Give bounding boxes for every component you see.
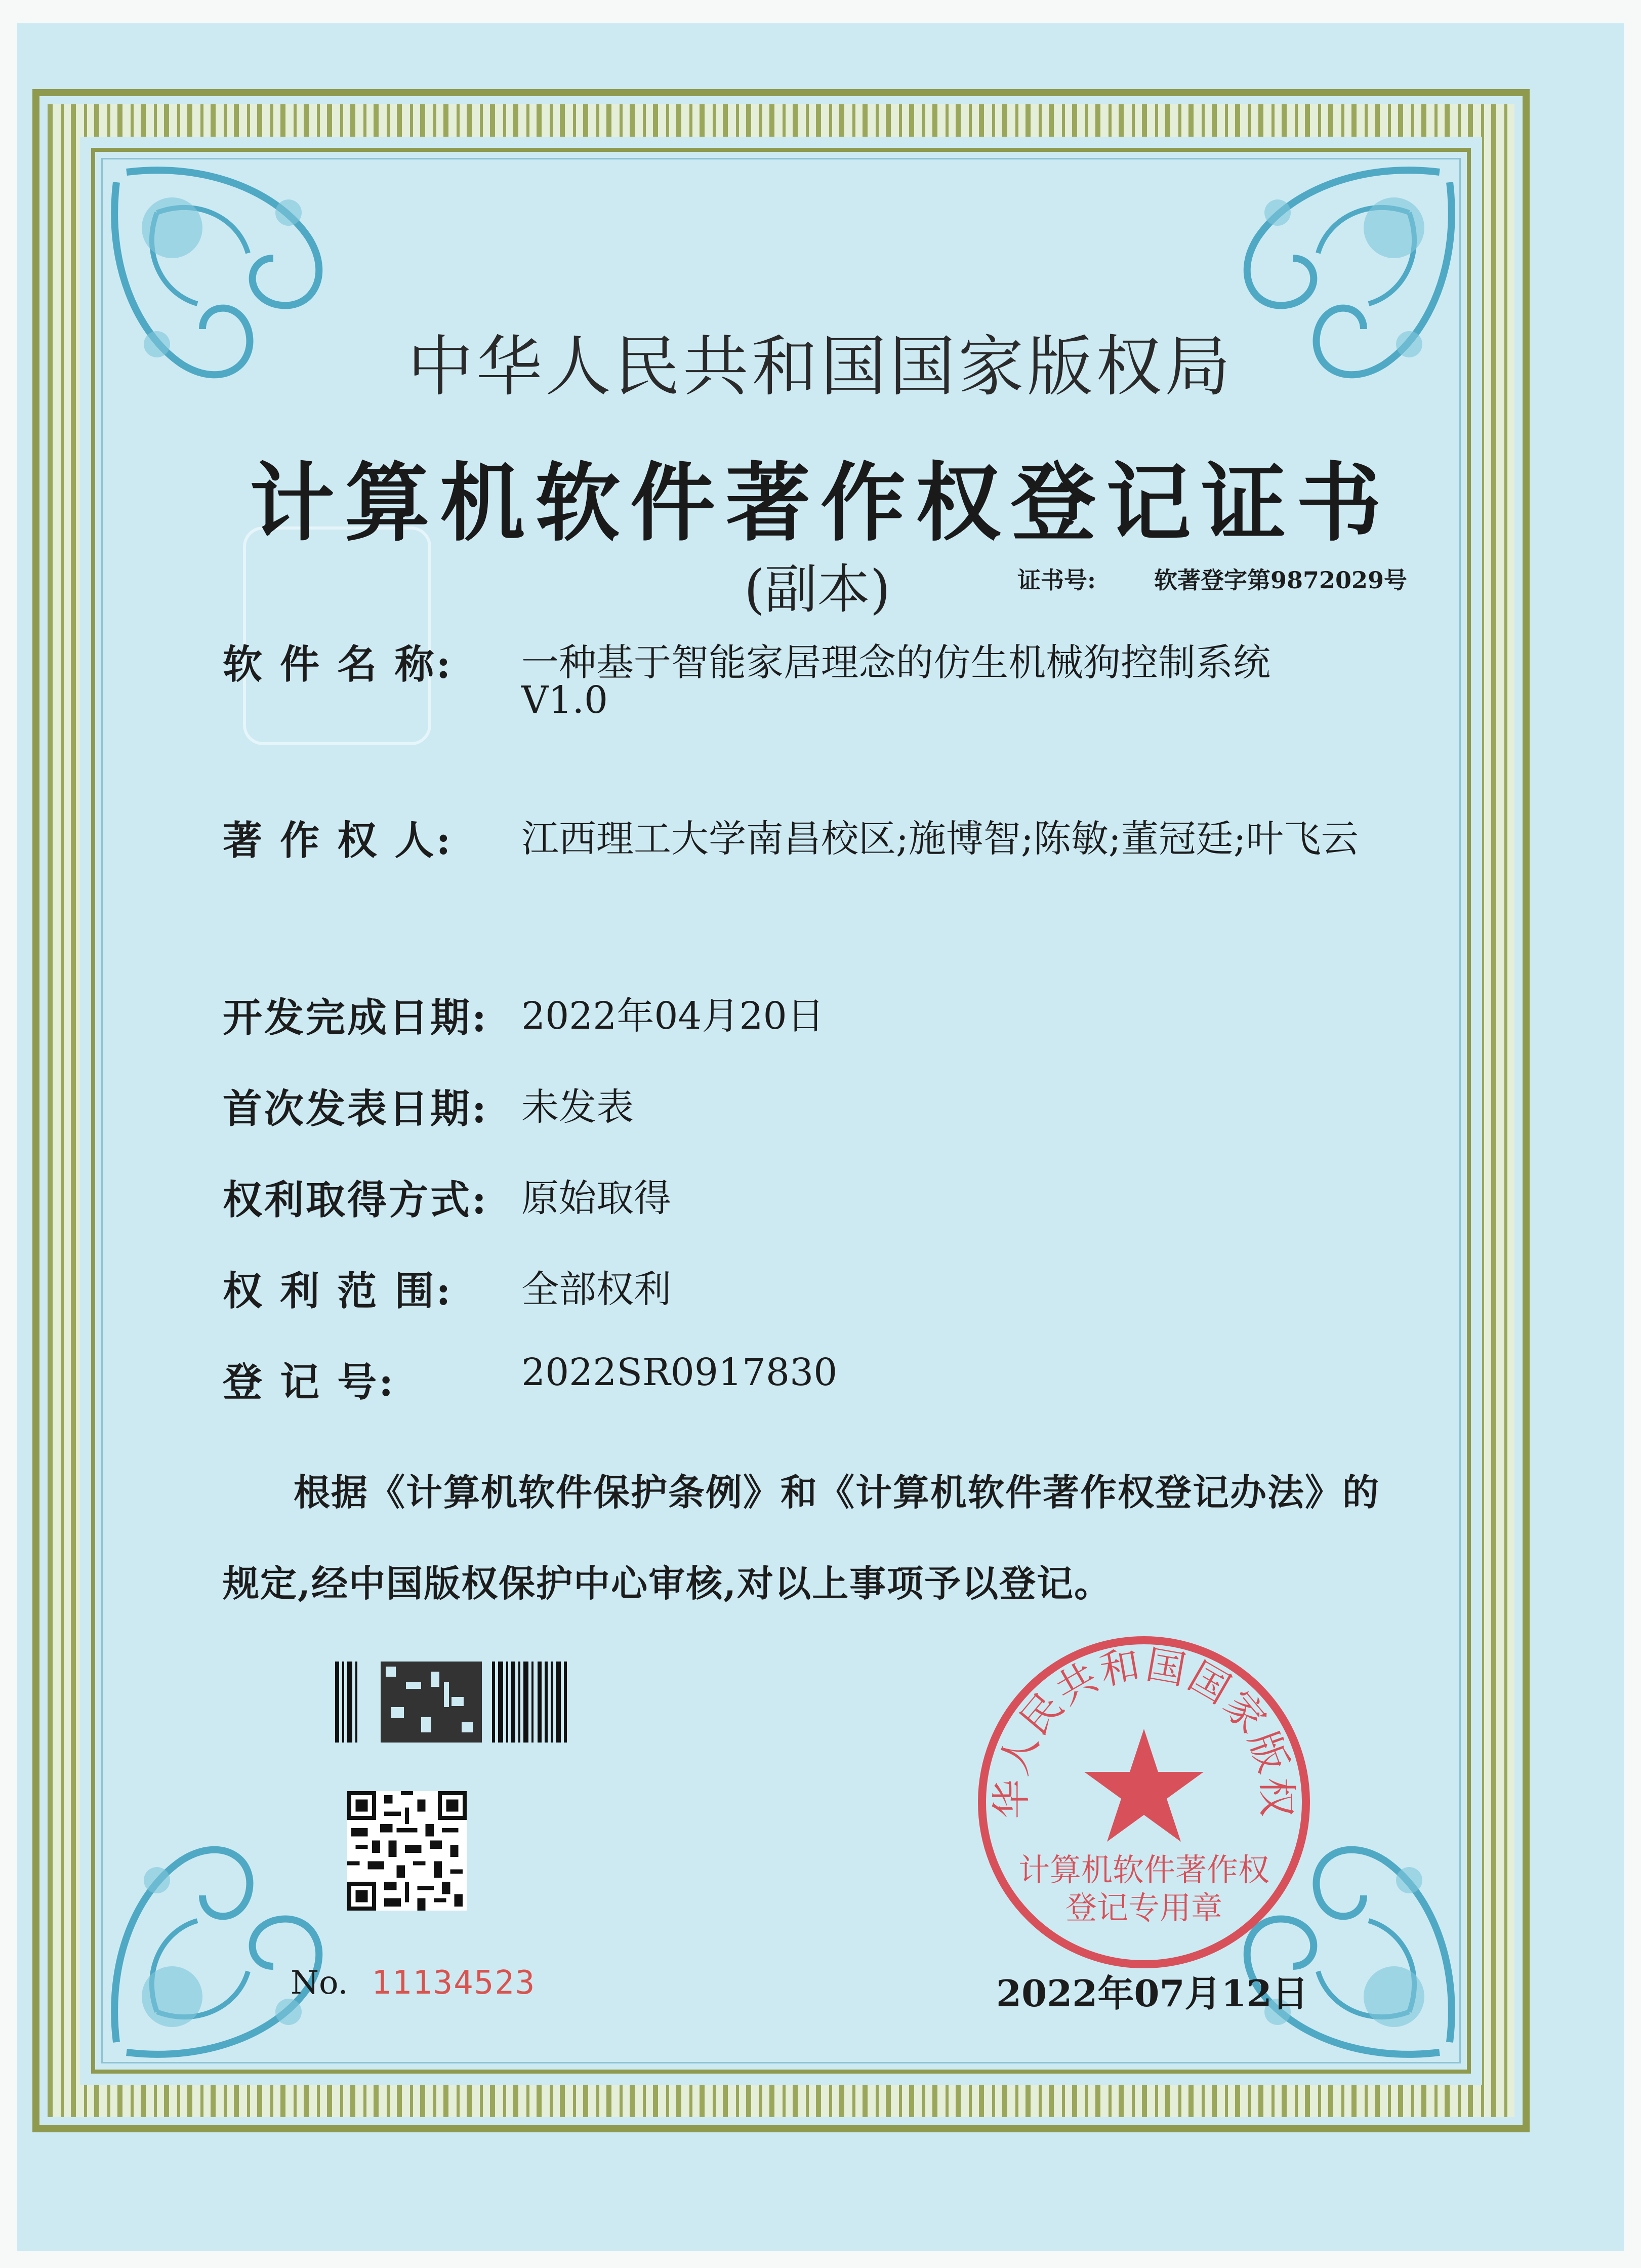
cert-number: 软著登字第9872029号 (1154, 566, 1408, 594)
copy-label: (副本) (744, 558, 891, 620)
serial-number: 11134523 (372, 1964, 536, 2002)
scope-label: 权 利 范 围: (223, 1268, 453, 1314)
official-seal (967, 1625, 1321, 1979)
software-version: V1.0 (521, 678, 608, 722)
acquire-label: 权利取得方式: (223, 1177, 488, 1223)
cert-number-label: 证书号: (1017, 566, 1096, 594)
issue-date: 2022年07月12日 (996, 1972, 1308, 2015)
software-name-label: 软 件 名 称: (223, 641, 453, 687)
corner-ornament-top-right (1146, 152, 1470, 456)
certificate-title: 计算机软件著作权登记证书 (250, 453, 1391, 553)
first-pub-label: 首次发表日期: (223, 1086, 488, 1132)
software-name: 一种基于智能家居理念的仿生机械狗控制系统 (521, 641, 1270, 684)
serial-number-label: No. (291, 1964, 348, 2002)
qr-code (347, 1791, 467, 1911)
reg-number-label: 登 记 号: (223, 1359, 396, 1405)
barcode (335, 1662, 568, 1743)
seal-line-1: 计算机软件著作权 (1018, 1851, 1270, 1888)
dev-date-value: 2022年04月20日 (521, 994, 825, 1038)
issuing-authority: 中华人民共和国国家版权局 (407, 328, 1234, 405)
seal-ring-text: 华人民共和国国家版权 (989, 1642, 1299, 1819)
acquire-value: 原始取得 (521, 1177, 671, 1220)
seal-line-2: 登记专用章 (1065, 1889, 1223, 1926)
legal-basis-line-2: 规定,经中国版权保护中心审核,对以上事项予以登记。 (223, 1562, 1112, 1605)
scope-value: 全部权利 (521, 1268, 671, 1311)
owner-value: 江西理工大学南昌校区;施博智;陈敏;董冠廷;叶飞云 (521, 817, 1359, 861)
star-icon (1084, 1729, 1204, 1842)
first-pub-value: 未发表 (521, 1085, 634, 1129)
reg-number-value: 2022SR0917830 (521, 1351, 838, 1394)
owner-label: 著 作 权 人: (223, 818, 453, 864)
legal-basis-line-1: 根据《计算机软件保护条例》和《计算机软件著作权登记办法》的 (294, 1471, 1380, 1514)
dev-date-label: 开发完成日期: (223, 995, 488, 1041)
corner-ornament-top-left (96, 152, 420, 456)
